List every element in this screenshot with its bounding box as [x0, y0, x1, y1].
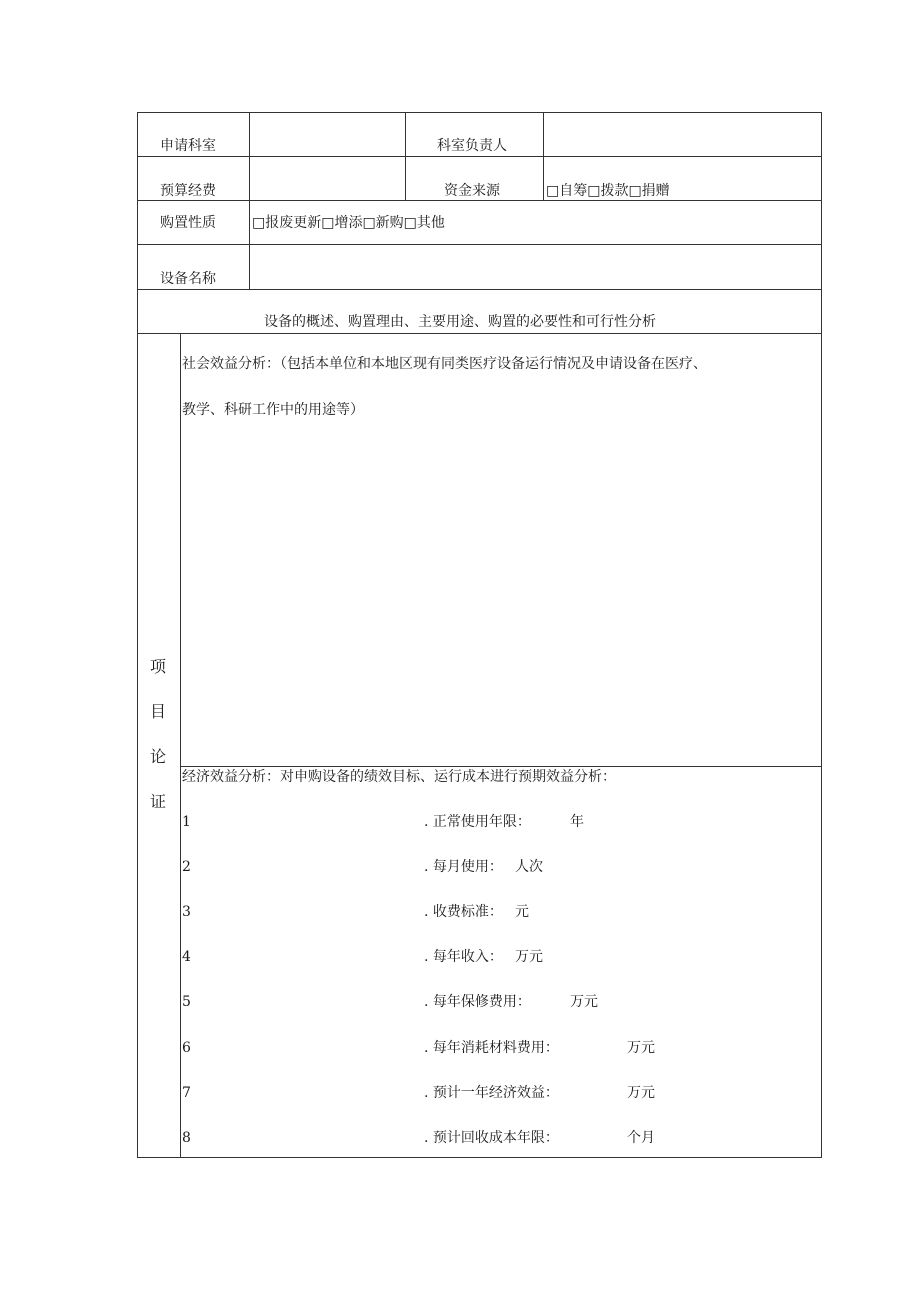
border-bottom — [137, 1157, 822, 1158]
side-label-char-4: 证 — [150, 792, 167, 811]
border-right — [821, 112, 822, 1158]
funding-source-options[interactable]: □自筹□拨款□捐赠 — [546, 183, 670, 199]
item-number: 8 — [182, 1130, 191, 1146]
item-unit: 万元 — [570, 994, 598, 1010]
side-label-char-1: 项 — [150, 657, 167, 676]
side-label-char-3: 论 — [150, 747, 167, 766]
item-label: . 每月使用： — [424, 859, 503, 875]
social-benefit-line-1: 社会效益分析：（包括本单位和本地区现有同类医疗设备运行情况及申请设备在医疗、 — [182, 356, 707, 372]
item-unit: 万元 — [515, 949, 543, 965]
label-budget: 预算经费 — [160, 183, 216, 199]
item-unit: 个月 — [627, 1130, 655, 1146]
economic-benefit-heading: 经济效益分析：对申购设备的绩效目标、运行成本进行预期效益分析： — [182, 769, 616, 785]
item-number: 3 — [182, 904, 191, 920]
equipment-name-field[interactable] — [250, 245, 821, 289]
budget-field[interactable] — [250, 157, 405, 200]
item-number: 5 — [182, 994, 191, 1010]
section-title: 设备的概述、购置理由、主要用途、购置的必要性和可行性分析 — [264, 314, 656, 330]
item-label: . 收费标准： — [424, 904, 503, 920]
row-divider-2 — [137, 200, 822, 201]
item-number: 7 — [182, 1085, 191, 1101]
label-purchase-nature: 购置性质 — [160, 215, 216, 231]
item-number: 6 — [182, 1040, 191, 1056]
col-divider-2 — [405, 112, 406, 201]
purchase-nature-options[interactable]: □报废更新□增添□新购□其他 — [252, 215, 445, 231]
item-label: . 每年保修费用： — [424, 994, 531, 1010]
social-benefit-field[interactable] — [181, 430, 821, 764]
item-unit: 人次 — [515, 859, 543, 875]
border-left — [137, 112, 138, 1158]
item-label: . 每年消耗材料费用： — [424, 1040, 559, 1056]
row-divider-5 — [137, 333, 822, 334]
department-head-field[interactable] — [544, 113, 821, 156]
item-label: . 预计一年经济效益： — [424, 1085, 559, 1101]
item-unit: 万元 — [627, 1085, 655, 1101]
social-benefit-line-2: 教学、科研工作中的用途等） — [182, 402, 364, 418]
item-number: 2 — [182, 859, 191, 875]
label-applying-department: 申请科室 — [160, 138, 216, 154]
label-funding-source: 资金来源 — [444, 183, 500, 199]
row-divider-4 — [137, 289, 822, 290]
item-unit: 年 — [570, 814, 584, 830]
item-number: 4 — [182, 949, 191, 965]
section-divider — [180, 766, 822, 767]
item-label: . 每年收入： — [424, 949, 503, 965]
item-unit: 元 — [515, 904, 529, 920]
item-label: . 正常使用年限： — [424, 814, 531, 830]
item-number: 1 — [182, 814, 191, 830]
applying-department-field[interactable] — [250, 113, 405, 156]
item-unit: 万元 — [627, 1040, 655, 1056]
side-label-char-2: 目 — [150, 702, 167, 721]
item-label: . 预计回收成本年限： — [424, 1130, 559, 1146]
row-divider-1 — [137, 156, 822, 157]
label-department-head: 科室负责人 — [437, 138, 507, 154]
label-equipment-name: 设备名称 — [160, 271, 216, 287]
